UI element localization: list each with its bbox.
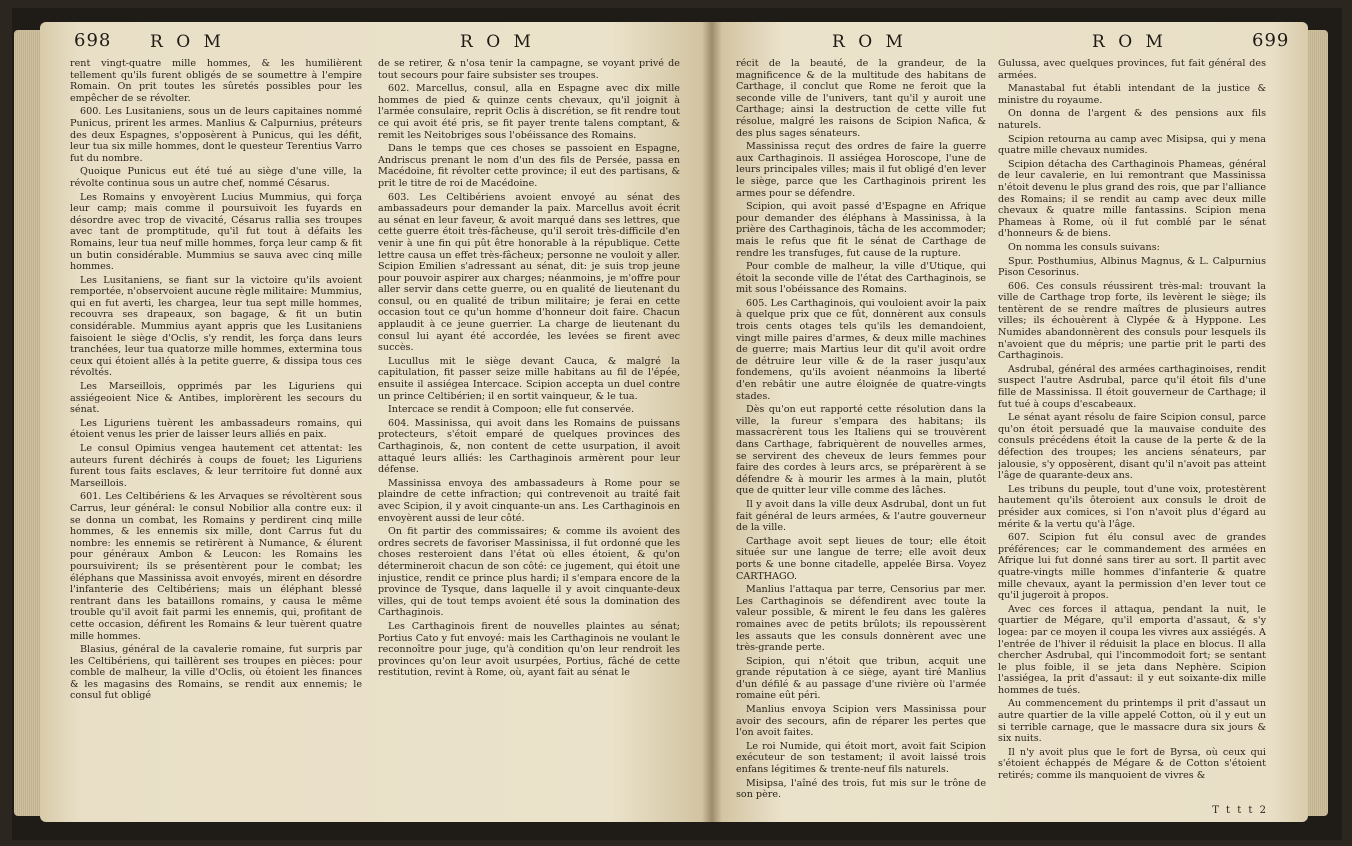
paragraph: Lucullus mit le siège devant Cauca, & malgré la capitulation, fit passer seize mille habitans au fil de l'épée, ensuite il assiégea Intercace. Scipion accepta un duel contre un prince Celtibérien; il en sortit vainqueur, & le tua. [378,355,680,402]
paragraph: On fit partir des commissaires; & comme ils avoient des ordres secrets de favoriser Massinissa, il fut ordonné que les choses resteroient dans l'état où elles étoient, & qu'on détermineroit chacun de son côté: ce jugement, qui étoit une injustice, rendit ce prince plus hardi; il s'empara encore de la province de Tysque, dans laquelle il y avoit cinquante-deux villes, qui de tout temps avoient été sous la domination des Carthaginois. [378,526,680,619]
left-page-column-1 [70,58,362,818]
paragraph: Scipion détacha des Carthaginois Phameas, général de leur cavalerie, en lui remontrant que Massinissa n'étoit devenu le plus grand des rois, que par l'alliance des Romains; il se rendit au camp avec deux mille chevaux & quatre mille fantassins. Scipion mena Phameas à Rome, où il fut comblé par le sénat d'honneurs & de biens. [998,158,1266,240]
paragraph: On donna de l'argent & des pensions aux fils naturels. [998,108,1266,131]
running-head-left-col1: R O M [150,32,225,52]
paragraph: Au commencement du printemps il prit d'assaut un autre quartier de la ville appelé Cotton, où il y eut un si terrible carnage, que le massacre dura six jours & six nuits. [998,698,1266,745]
paragraph: 603. Les Celtibériens avoient envoyé au sénat des ambassadeurs pour demander la paix. Marcellus avoit écrit au sénat en leur faveur, & avoit marqué dans ses lettres, que cette guerre étoit très-fâcheuse, qu'il seroit très-difficile d'en venir à une fin qui pût être honorable à la république. Cette lettre causa un effet très-fâcheux; personne ne vouloit y aller. Scipion Emilien s'adressant au sénat, dit: je suis trop jeune pour pouvoir aspirer aux charges; néanmoins, je m'offre pour aller servir dans cette guerre, ou en qualité de lieutenant du consul, ou en qualité de tribun militaire; je ferai en cette occasion tout ce qu'un homme d'honneur doit faire. Chacun applaudit à ce jeune guerrier. La charge de lieutenant du consul lui ayant été accordée, les levées se firent avec succès. [378,191,680,354]
paragraph: Il n'y avoit plus que le fort de Byrsa, où ceux qui s'étoient échappés de Mégare & de Cotton s'étoient retirés; comme ils manquoient de vivres & [998,746,1266,782]
paragraph: de se retirer, & n'osa tenir la campagne, se voyant privé de tout secours pour faire subsister ses troupes. [378,58,680,81]
paragraph: Quoique Punicus eut été tué au siège d'une ville, la révolte continua sous un autre chef, nommé Césarus. [70,166,362,189]
left-page [40,22,712,822]
running-head-right-col2: R O M [1092,32,1167,52]
paragraph: 605. Les Carthaginois, qui vouloient avoir la paix à quelque prix que ce fût, donnèrent aux consuls trois cents otages tels qu'ils les demandoient, vingt mille paires d'armes, & deux mille machines de guerre; mais Martius leur dit qu'il avoit ordre de détruire leur ville & de la raser jusqu'aux fondemens, qu'ils avoient néanmoins la liberté d'en rebâtir une autre éloignée de quatre-vingts stades. [736,297,986,402]
left-page-column-2 [378,58,680,818]
paragraph: Massinissa envoya des ambassadeurs à Rome pour se plaindre de cette infraction; qui contrevenoit au traité fait avec Scipion, il y avoit cinquante-un ans. Les Carthaginois en envoyèrent aussi de leur côté. [378,477,680,524]
paragraph: Massinissa reçut des ordres de faire la guerre aux Carthaginois. Il assiégea Horoscope, l'une de leurs principales villes; mais il fut obligé d'en lever le siège, parce que les Carthaginois prirent les armes pour se défendre. [736,141,986,199]
paragraph: Dès qu'on eut rapporté cette résolution dans la ville, la fureur s'empara des habitans; ils massacrèrent tous les Italiens qui se trouvèrent dans Carthage, fabriquèrent de nouvelles armes, se servirent des cheveux de leurs femmes pour faire des cordes à leurs arcs, se préparèrent à se défendre & à mourir les armes à la main, plutôt que de quitter leur ville comme des lâches. [736,404,986,497]
right-page-column-1 [736,58,986,800]
paragraph: Manlius envoya Scipion vers Massinissa pour avoir des secours, afin de réparer les pertes que l'on avoit faites. [736,704,986,739]
book-gutter [702,22,722,822]
paragraph: 600. Les Lusitaniens, sous un de leurs capitaines nommé Punicus, prirent les armes. Manlius & Calpurnius, préteurs des deux Espagnes, s'opposèrent à Punicus, qui les défit, leur tua six mille hommes, dont le questeur Terentius Varro fut du nombre. [70,106,362,164]
paragraph: Misipsa, l'aîné des trois, fut mis sur le trône de son père. [736,777,986,800]
paragraph: récit de la beauté, de la grandeur, de la magnificence & de la multitude des habitans de Carthage, il conclut que Rome ne feroit que la seconde ville de l'univers, tant qu'il y auroit une Carthage; ainsi la destruction de cette ville fut résolue, malgré les raisons de Scipion Nafica, & des plus sages sénateurs. [736,58,986,139]
paragraph: Le sénat ayant résolu de faire Scipion consul, parce qu'on étoit persuadé que la mauvaise conduite des consuls précédens étoit la cause de la perte & de la défection des troupes; les anciens sénateurs, par jalousie, s'y opposèrent, disant qu'il n'avoit pas atteint l'âge de quarante-deux ans. [998,412,1266,482]
paragraph: Les Marseillois, opprimés par les Liguriens qui assiégeoient Nice & Antibes, implorèrent les secours du sénat. [70,381,362,416]
paragraph: On nomma les consuls suivans: [1008,241,1160,253]
running-head-left-col2: R O M [460,32,535,52]
running-head-right-col1: R O M [832,32,907,52]
paragraph: Dans le temps que ces choses se passoient en Espagne, Andriscus prenant le nom d'un des fils de Persée, passa en Macédoine, fit révolter cette province; il eut des partisans, & prit le titre de roi de Macédoine. [378,143,680,189]
paragraph: Pour comble de malheur, la ville d'Utique, qui étoit la seconde ville de l'état des Carthaginois, se mit sous l'obéissance des Romains. [736,261,986,296]
paragraph: Carthage avoit sept lieues de tour; elle étoit située sur une langue de terre; elle avoit deux ports & une bonne citadelle, appelée Birsa. Voyez CARTHAGO. [736,535,986,582]
right-page [712,22,1308,822]
paragraph: 604. Massinissa, qui avoit dans les Romains de puissans protecteurs, s'étoit emparé de quelques provinces des Carthaginois, &, non content de cette usurpation, il avoit attaqué leurs alliés: les Carthaginois armèrent pour leur défense. [378,417,680,476]
paragraph: Les Romains y envoyèrent Lucius Mummius, qui força leur camp; mais comme il poursuivoit les fuyards en désordre avec trop de vivacité, Césarus rallia ses troupes avec tant de promptitude, qu'il fut tout à défaits les Romains, leur tua neuf mille hommes, força leur camp & fit un butin considérable. Mummius se sauva avec cinq mille hommes. [70,191,362,273]
paragraph: Spur. Posthumius, Albinus Magnus, & L. Calpurnius Pison Cesorinus. [998,255,1266,279]
paragraph: rent vingt-quatre mille hommes, & les humilièrent tellement qu'ils furent obligés de se soumettre à l'empire Romain. On prit toutes les sûretés possibles pour les empêcher de se révolter. [70,58,362,104]
paragraph: Avec ces forces il attaqua, pendant la nuit, le quartier de Mégare, qu'il emporta d'assaut, & s'y logea: par ce moyen il coupa les vivres aux assiégés. A l'entrée de l'hiver il réduisit la place en blocus. Il alla chercher Asdrubal, qui l'incommodoit fort; se sentant le plus foible, il se jeta dans Nephère. Scipion l'assiégea, la prit d'assaut: il y eut soixante-dix mille hommes de tués. [998,603,1266,696]
paragraph: Manlius l'attaqua par terre, Censorius par mer. Les Carthaginois se défendirent avec toute la valeur possible, & mirent le feu dans les galères romaines avec de petits brûlots; ils repoussèrent les assauts que les consuls donnèrent avec une très-grande perte. [736,584,986,654]
page-edges-left [14,30,42,816]
paragraph: Les tribuns du peuple, tout d'une voix, protestèrent hautement qu'ils ôteroient aux consuls le droit de présider aux comices, si l'on n'avoit plus d'égard au mérite & la vertu qu'à l'âge. [998,483,1266,530]
paragraph: Scipion, qui n'étoit que tribun, acquit une grande réputation à ce siège, ayant tiré Manlius d'un défilé & au passage d'une rivière où l'armée romaine eût péri. [736,655,986,702]
paragraph: 601. Les Celtibériens & les Arvaques se révoltèrent sous Carrus, leur général: le consul Nobilior alla contre eux: il se donna un combat, les Romains y perdirent cinq mille hommes, & les ennemis six mille, dont Carrus fut du nombre: les ennemis se retirèrent à Numance, & élurent pour généraux Ambon & Leucon: les Romains les poursuivirent; ils se présentèrent pour le combat; les éléphans que Massinissa avoit envoyés, mirent en désordre l'infanterie des Celtibériens; mais un éléphant blessé rentrant dans les bataillons romains, y causa le même trouble qu'il avoit fait parmi les ennemis, qui, profitant de cette occasion, défirent les Romains & leur tuèrent quatre mille hommes. [70,491,362,642]
paragraph: Le consul Opimius vengea hautement cet attentat: les auteurs furent déchirés à coups de fouet; les Liguriens furent tous faits esclaves, & leur territoire fut donné aux Marseillois. [70,443,362,489]
paragraph: 606. Ces consuls réussirent très-mal: trouvant la ville de Carthage trop forte, ils levèrent le siège; ils tentèrent de se rendre maîtres de plusieurs autres villes; ils échouèrent à Clypée & à Hyppone. Les Numides abandonnèrent des consuls pour lesquels ils n'avoient que du mépris; une partie prit le parti des Carthaginois. [998,280,1266,362]
paragraph: 602. Marcellus, consul, alla en Espagne avec dix mille hommes de pied & quinze cents chevaux, qu'il joignit à l'armée consulaire, reprit Oclis à discrétion, se fit rendre tout ce qui avoit été pris, se fit payer trente talens comptant, & remit les Neitobriges sous l'obéissance des Romains. [378,83,680,141]
paragraph: Manastabal fut établi intendant de la justice & ministre du royaume. [998,83,1266,106]
paragraph: Scipion, qui avoit passé d'Espagne en Afrique pour demander des éléphans à Massinissa, à la prière des Carthaginois, tâcha de les accommoder; mais le refus que fit le sénat de Carthage de rendre les transfuges, fut cause de la rupture. [736,201,986,259]
paragraph: Intercace se rendit à Compoon; elle fut conservée. [388,404,635,416]
page-number-left: 698 [74,30,112,51]
paragraph: Gulussa, avec quelques provinces, fut fait général des armées. [998,58,1266,81]
paragraph: Scipion retourna au camp avec Misipsa, qui y mena quatre mille chevaux numides. [998,133,1266,157]
paragraph: 607. Scipion fut élu consul avec de grandes préférences; car le commandement des armées en Afrique lui fut donné sans tirer au sort. Il partit avec quatre-vingts mille hommes d'infanterie & quatre mille chevaux, ayant la permission d'en lever tout ce qu'il jugeroit à propos. [998,532,1266,602]
right-page-column-2 [998,58,1266,800]
paragraph: Asdrubal, général des armées carthaginoises, rendit suspect l'autre Asdrubal, parce qu'il étoit fils d'une fille de Massinissa. Il étoit gouverneur de Carthage; il fut tué à coups d'escabeaux. [998,363,1266,410]
page-number-right: 699 [1252,30,1290,51]
paragraph: Les Liguriens tuèrent les ambassadeurs romains, qui étoient venus les prier de laisser leurs alliés en paix. [70,417,362,441]
page-edges-right [1306,30,1328,816]
signature-mark: T t t t 2 [1212,805,1268,816]
paragraph: Blasius, général de la cavalerie romaine, fut surpris par les Celtibériens, qui taillèrent ses troupes en pièces: pour comble de malheur, la ville d'Oclis, où étoient les finances & les magasins des Romains, se rendit aux ennemis; le consul fut obligé [70,644,362,702]
paragraph: Les Carthaginois firent de nouvelles plaintes au sénat; Portius Cato y fut envoyé: mais les Carthaginois ne voulant le reconnoître pour juge, qu'à condition qu'on leur rendroit les provinces qu'on leur avoit usurpées, Portius, fâché de cette restitution, revint à Rome, où, ayant fait au sénat le [378,620,680,679]
paragraph: Le roi Numide, qui étoit mort, avoit fait Scipion exécuteur de son testament; il avoit laissé trois enfans légitimes & trente-neuf fils naturels. [736,740,986,776]
paragraph: Il y avoit dans la ville deux Asdrubal, dont un fut fait général de leurs armées, & l'autre gouverneur de la ville. [736,498,986,534]
paragraph: Les Lusitaniens, se fiant sur la victoire qu'ils avoient remportée, n'observoient aucune règle militaire: Mummius, qui en fut averti, les chargea, leur tua sept mille hommes, recouvra ses drapeaux, son bagage, & fit un butin considérable. Mummius ayant appris que les Lusitaniens faisoient le siège d'Oclis, s'y rendit, les força dans leurs tranchées, leur tua quatorze mille hommes, extermina tous ceux qui étoient allés à la petite guerre, & dissipa tous ces révoltés. [70,274,362,379]
